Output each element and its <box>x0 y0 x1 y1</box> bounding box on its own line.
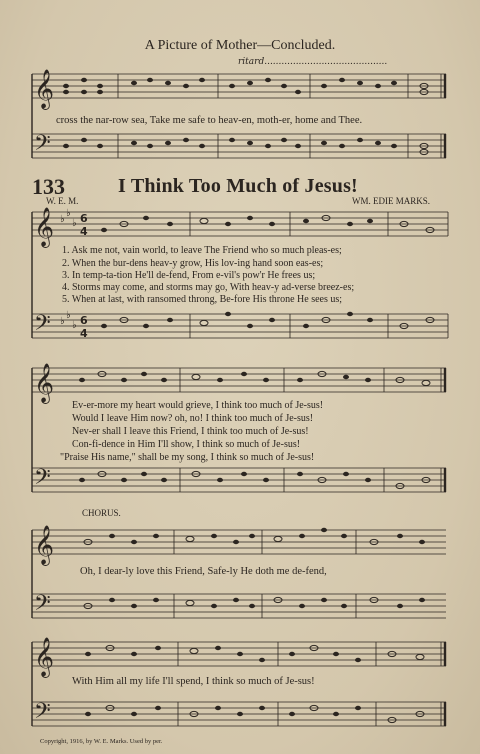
bass-clef-icon: 𝄢 <box>34 311 51 341</box>
verse-line-5a: 5. When at last, with ransomed throng, Be-fore His throne He sees us; <box>62 294 343 305</box>
verse-line-5b: "Praise His name," shall be my song, I think so much of Je-sus! <box>60 452 315 463</box>
treble-clef-icon: 𝄞 <box>34 363 55 403</box>
time-signature-bottom: 4 <box>80 225 88 238</box>
chorus-line-2: With Him all my life I'll spend, I think so much of Je-sus! <box>72 676 315 687</box>
flat-icon: ♭ <box>66 310 71 321</box>
flat-icon: ♭ <box>60 316 65 327</box>
flat-icon: ♭ <box>60 214 65 225</box>
treble-clef-icon: 𝄞 <box>34 69 55 109</box>
verse-line-2a: 2. When the bur-dens heav-y grow, His lov-ing hand soon eas-es; <box>62 258 324 269</box>
treble-clef-icon: 𝄞 <box>34 637 55 677</box>
verse-line-4b: Con-fi-dence in Him I'll show, I think so much of Je-sus! <box>72 439 301 450</box>
chorus-label: CHORUS. <box>82 508 121 518</box>
hymn-number: 133 <box>32 174 65 199</box>
verse-line-1a: 1. Ask me not, vain world, to leave The Friend who so much pleas-es; <box>62 245 342 256</box>
verse-line-3b: Nev-er shall I leave this Friend, I think too much of Je-sus! <box>72 426 309 437</box>
copyright-notice: Copyright, 1916, by W. E. Marks. Used by per. <box>40 738 163 745</box>
treble-clef-icon: 𝄞 <box>34 207 55 247</box>
flat-icon: ♭ <box>66 208 71 219</box>
flat-icon: ♭ <box>72 218 77 229</box>
music-credit: WM. EDIE MARKS. <box>352 196 430 206</box>
previous-hymn-title: A Picture of Mother—Concluded. <box>144 38 336 53</box>
verse-line-1b: Ev-er-more my heart would grieve, I think too much of Je-sus! <box>72 400 324 411</box>
verse-line-4a: 4. Storms may come, and storms may go, With heav-y ad-verse breez-es; <box>62 282 355 293</box>
bass-clef-icon: 𝄢 <box>34 131 51 161</box>
chorus-line-1: Oh, I dear-ly love this Friend, Safe-ly He doth me de-fend, <box>80 566 327 577</box>
flat-icon: ♭ <box>72 320 77 331</box>
bass-clef-icon: 𝄢 <box>34 591 51 621</box>
bass-clef-icon: 𝄢 <box>34 465 51 495</box>
time-signature-top: 6 <box>80 314 88 327</box>
time-signature-top: 6 <box>80 212 88 225</box>
verse-line-3a: 3. In temp-ta-tion He'll de-fend, From e-vil's pow'r He frees us; <box>62 270 316 281</box>
treble-clef-icon: 𝄞 <box>34 525 55 565</box>
ritard-marking: ritard........................................... <box>238 57 388 67</box>
concluded-lyric-line: cross the nar-row sea, Take me safe to heav-en, moth-er, home and Thee. <box>56 115 363 126</box>
verse-line-2b: Would I leave Him now? oh, no! I think too much of Je-sus! <box>72 413 314 424</box>
time-signature-bottom: 4 <box>80 327 88 340</box>
bass-clef-icon: 𝄢 <box>34 699 51 729</box>
hymn-title: I Think Too Much of Jesus! <box>118 175 358 197</box>
words-credit: W. E. M. <box>46 196 79 206</box>
